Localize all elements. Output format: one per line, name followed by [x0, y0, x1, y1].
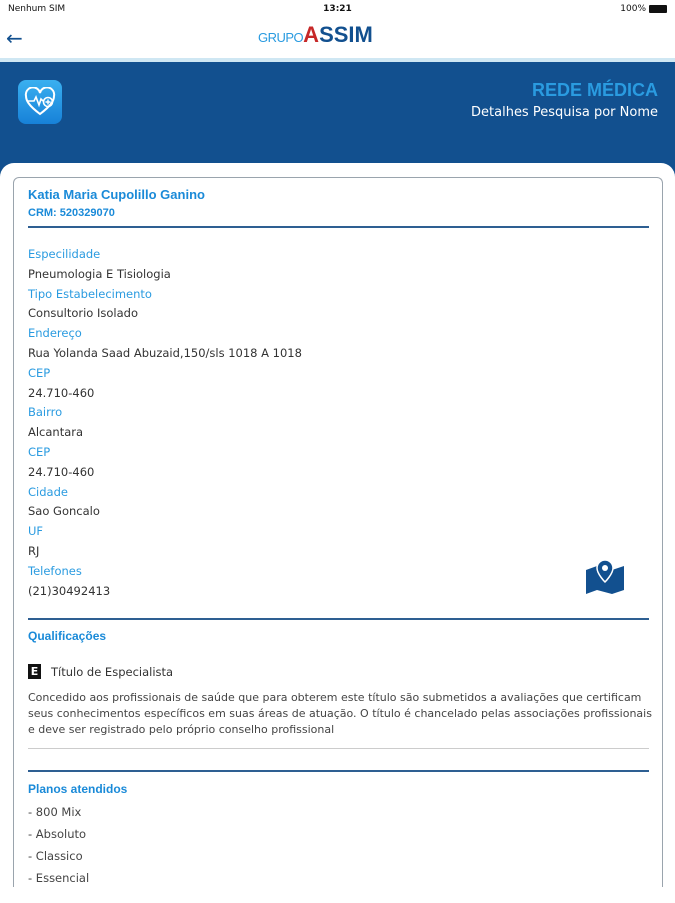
field-label: CEP [28, 444, 51, 459]
field-value: Sao Goncalo [28, 504, 100, 519]
field-label: UF [28, 524, 44, 539]
plan-item: - Absoluto [28, 827, 87, 841]
doctor-name: Katia Maria Cupolillo Ganino [28, 187, 205, 202]
plans-list [28, 801, 89, 889]
qualifications-title: Qualificações [28, 629, 107, 643]
logo-rest: SSIM [319, 22, 373, 47]
battery-icon [649, 5, 667, 13]
field-value: 24.710-460 [28, 464, 95, 479]
page-title: REDE MÉDICA [531, 80, 658, 100]
battery-level: 100% [620, 4, 646, 14]
divider [28, 618, 649, 620]
divider [28, 770, 649, 772]
qualification-label: Título de Especialista [51, 664, 174, 679]
back-arrow-icon[interactable]: ← [6, 26, 23, 50]
field-label: Cidade [28, 484, 68, 499]
field-value: Consultorio Isolado [28, 306, 138, 321]
field-value: RJ [28, 543, 40, 558]
field-label: Bairro [28, 405, 63, 420]
field-label: Tipo Estabelecimento [28, 286, 152, 301]
logo-a: A [303, 22, 320, 47]
field-value: Pneumologia E Tisiologia [28, 266, 171, 281]
plan-item: - Essencial [28, 871, 90, 885]
field-label: CEP [28, 365, 51, 380]
field-value: Rua Yolanda Saad Abuzaid,150/sls 1018 A 1018 [28, 345, 302, 360]
doctor-crm: CRM: 520329070 [28, 207, 115, 219]
field-value: (21)30492413 [28, 583, 111, 598]
divider [28, 226, 649, 228]
plans-title: Planos atendidos [28, 782, 128, 796]
specialist-e-icon: E [28, 664, 41, 679]
map-location-icon[interactable] [584, 558, 626, 598]
field-label: Especilidade [28, 247, 101, 261]
detail-fields [28, 245, 302, 601]
field-label: Telefones [28, 563, 82, 578]
field-value: Alcantara [28, 425, 84, 440]
heart-pulse-icon [18, 80, 62, 124]
qualification-item [28, 664, 173, 679]
plan-item: - 800 Mix [28, 805, 82, 819]
grupo-assim-logo [258, 22, 373, 48]
clock: 13:21 [323, 4, 352, 14]
nav-bar [0, 18, 675, 58]
plan-item: - Classico [28, 849, 83, 863]
qualification-description: Concedido aos profissionais de saúde que para obterem este título são submetidos a avaliações que certificam seus conhecimentos específicos em suas áreas de atuação. O título é chancelado pelas associações profissionais e deve ser registrado pelo próprio conselho profissional [28, 691, 652, 736]
divider [28, 748, 649, 749]
page-subtitle: Detalhes Pesquisa por Nome [471, 105, 658, 120]
doctor-detail-card [13, 177, 663, 887]
field-label: Endereço [28, 326, 82, 341]
status-bar [0, 0, 675, 18]
logo-prefix: GRUPO [258, 30, 304, 45]
field-value: 24.710-460 [28, 385, 95, 400]
carrier: Nenhum SIM [8, 4, 66, 14]
